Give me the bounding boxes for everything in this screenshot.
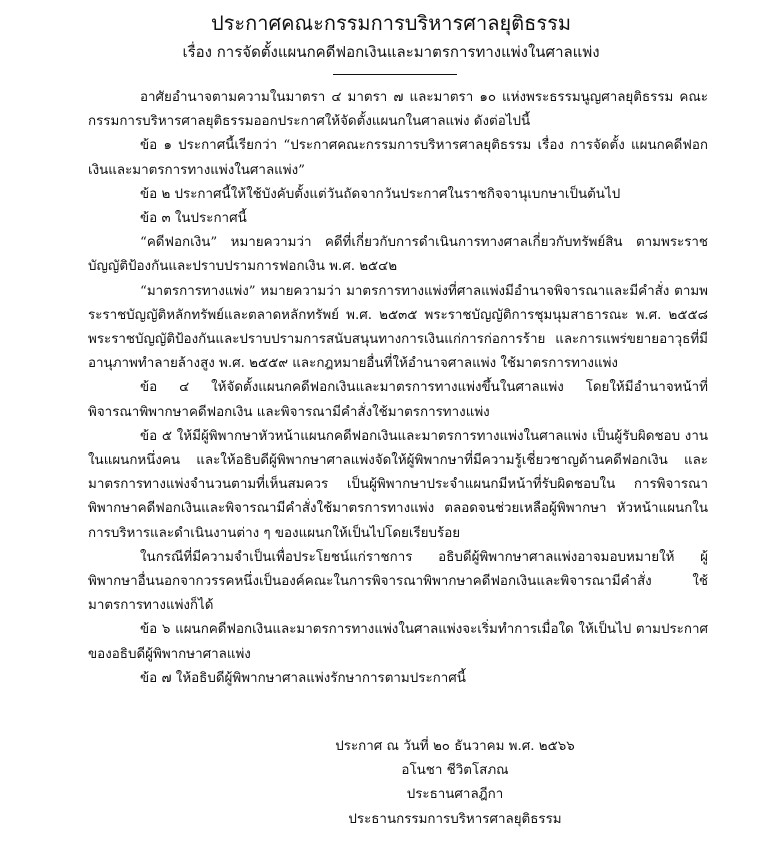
paragraph-definition-money-laundering: “คดีฟอกเงิน” หมายความว่า คดีที่เกี่ยวกับการดำเนินการทางศาลเกี่ยวกับทรัพย์สิน ตามพระราชบัญญัติป้องกันและปราบปรามการฟอกเงิน พ.ศ. ๒๕๔๒ [88,235,708,275]
signatory-position-1: ประธานศาลฎีกา [406,787,504,803]
paragraph-preamble: อาศัยอำนาจตามความในมาตรา ๔ มาตรา ๗ และมาตรา ๑๐ แห่งพระธรรมนูญศาลยุติธรรม คณะกรรมการบริหารศาลยุติธรรมออกประกาศให้จัดตั้งแผนกในศาลแพ่ง ดังต่อไปนี้ [88,90,708,130]
page-title: ประกาศคณะกรรมการบริหารศาลยุติธรรม [210,11,572,35]
announcement-date: ประกาศ ณ วันที่ ๒๐ ธันวาคม พ.ศ. ๒๕๖๖ [335,739,575,754]
paragraph-clause-3: ข้อ ๓ ในประกาศนี้ [140,211,247,227]
signature-block [300,735,610,832]
signatory-position-2: ประธานกรรมการบริหารศาลยุติธรรม [348,811,562,827]
subject-line: เรื่อง การจัดตั้งแผนกคดีฟอกเงินและมาตรการทางแพ่งในศาลแพ่ง [182,43,600,61]
paragraph-clause-7: ข้อ ๗ ให้อธิบดีผู้พิพากษาศาลแพ่งรักษาการตามประกาศนี้ [140,670,466,686]
paragraph-clause-6: ข้อ ๖ แผนกคดีฟอกเงินและมาตรการทางแพ่งในศาลแพ่งจะเริ่มทำการเมื่อใด ให้เป็นไป ตามประกาศของอธิบดีผู้พิพากษาศาลแพ่ง [88,622,708,662]
title-divider [333,74,457,75]
signatory-name: อโนชา ชีวิตโสภณ [401,763,509,779]
paragraph-clause-1: ข้อ ๑ ประกาศนี้เรียกว่า “ประกาศคณะกรรมการบริหารศาลยุติธรรม เรื่อง การจัดตั้ง แผนกคดีฟอกเงินและมาตรการทางแพ่งในศาลแพ่ง” [88,138,708,178]
paragraph-clause-5-second: ในกรณีที่มีความจำเป็นเพื่อประโยชน์แก่ราชการ อธิบดีผู้พิพากษาศาลแพ่งอาจมอบหมายให้ ผู้พิพากษาอื่นนอกจากวรรคหนึ่งเป็นองค์คณะในการพิจารณาพิพากษาคดีฟอกเงินและพิจารณามีคำสั่ง ใช้มาตรการทางแพ่งก็ได้ [88,549,708,614]
paragraph-clause-4: ข้อ ๔ ให้จัดตั้งแผนกคดีฟอกเงินและมาตรการทางแพ่งขึ้นในศาลแพ่ง โดยให้มีอำนาจหน้าที่ พิจารณาพิพากษาคดีฟอกเงิน และพิจารณามีคำสั่งใช้มาตรการทางแพ่ง [88,380,708,420]
paragraph-clause-5: ข้อ ๕ ให้มีผู้พิพากษาหัวหน้าแผนกคดีฟอกเงินและมาตรการทางแพ่งในศาลแพ่ง เป็นผู้รับผิดชอบ งานในแผนกหนึ่งคน และให้อธิบดีผู้พิพากษาศาลแพ่งจัดให้ผู้พิพากษาที่มีความรู้เชี่ยวชาญด้านคดีฟอกเงิน และมาตรการทางแพ่งจำนวนตามที่เห็นสมควร เป็นผู้พิพากษาประจำแผนกมีหน้าที่รับผิดชอบใน การพิจารณาพิพากษาคดีฟอกเงินและพิจารณามีคำสั่งใช้มาตรการทางแพ่ง ตลอดจนช่วยเหลือผู้พิพากษา หัวหน้าแผนกในการบริหารและดำเนินงานต่าง ๆ ของแผนกให้เป็นไปโดยเรียบร้อย [88,428,708,541]
announcement-body [88,86,708,691]
paragraph-definition-civil-measures: “มาตรการทางแพ่ง” หมายความว่า มาตรการทางแพ่งที่ศาลแพ่งมีอำนาจพิจารณาและมีคำสั่ง ตามพระราชบัญญัติหลักทรัพย์และตลาดหลักทรัพย์ พ.ศ. ๒๕๓๕ พระราชบัญญัติการชุมนุมสาธารณะ พ.ศ. ๒๕๕๘ พระราชบัญญัติป้องกันและปราบปรามการสนับสนุนทางการเงินแก่การก่อการร้าย และการแพร่ขยายอาวุธที่มีอานุภาพทำลายล้างสูง พ.ศ. ๒๕๕๙ และกฎหมายอื่นที่ให้อำนาจศาลแพ่ง ใช้มาตรการทางแพ่ง [88,283,708,372]
paragraph-clause-2: ข้อ ๒ ประกาศนี้ให้ใช้บังคับตั้งแต่วันถัดจากวันประกาศในราชกิจจานุเบกษาเป็นต้นไป [140,186,621,202]
